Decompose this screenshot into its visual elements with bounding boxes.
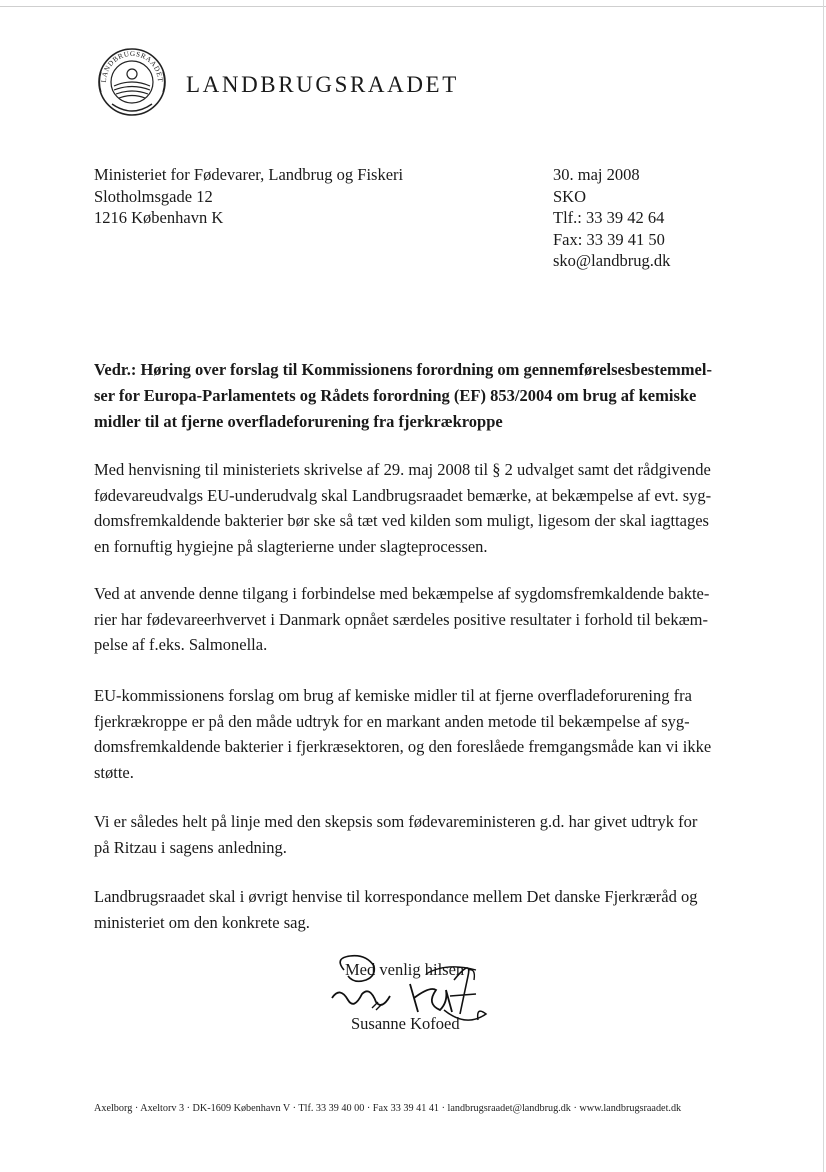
paragraph-line: Landbrugsraadet skal i øvrigt henvise til korrespondance mellem Det danske Fjerkræråd og — [94, 887, 698, 906]
paragraph-line: EU-kommissionens forslag om brug af kemiske midler til at fjerne overfladeforurening fra — [94, 686, 692, 705]
page-top-edge — [0, 6, 826, 7]
sender-fax: Fax: 33 39 41 50 — [553, 229, 665, 249]
closing-greeting: Med venlig hilsen — [345, 960, 465, 979]
subject-line: Vedr.: Høring over forslag til Kommissionens forordning om gennemførelsesbestemmel- — [94, 360, 712, 379]
body-paragraph-5 — [94, 884, 734, 935]
body-paragraph-3 — [94, 683, 734, 785]
letter-meta — [553, 164, 670, 272]
subject-heading — [94, 357, 734, 435]
paragraph-line: Med henvisning til ministeriets skrivelse af 29. maj 2008 til § 2 udvalget samt det rådgivende — [94, 460, 711, 479]
svg-text:LANDBRUGSRAADET — [100, 50, 164, 83]
paragraph-line: en fornuftig hygiejne på slagterierne under slagteprocessen. — [94, 536, 488, 556]
paragraph-line: pelse af f.eks. Salmonella. — [94, 635, 268, 654]
organization-name: LANDBRUGSRAADET — [186, 72, 459, 97]
footer-contact: Axelborg · Axeltorv 3 · DK-1609 København V · Tlf. 33 39 40 00 · Fax 33 39 41 41 · landbrugsraadet@landbrug.dk · www.landbrugsraadet.dk — [94, 1103, 682, 1114]
paragraph-line: ministeriet om den konkrete sag. — [94, 912, 310, 932]
paragraph-line: på Ritzau i sagens anledning. — [94, 837, 287, 857]
page-right-edge — [823, 0, 824, 1172]
subject-line: ser for Europa-Parlamentets og Rådets forordning (EF) 853/2004 om brug af kemiske — [94, 386, 697, 405]
body-paragraph-2 — [94, 581, 734, 658]
paragraph-line: domsfremkaldende bakterier bør ske så tæt ved kilden som muligt, ligesom der skal iagttages — [94, 511, 709, 530]
paragraph-line: fødevareudvalgs EU-underudvalg skal Landbrugsraadet bemærke, at bekæmpelse af evt. syg- — [94, 485, 712, 505]
sender-initials: SKO — [553, 186, 587, 206]
recipient-line: 1216 København K — [94, 208, 224, 227]
sender-email: sko@landbrug.dk — [553, 251, 671, 270]
landbrugsraadet-logo-icon — [96, 42, 168, 122]
letter-date: 30. maj 2008 — [553, 165, 640, 184]
recipient-address — [94, 164, 403, 229]
recipient-line: Slotholmsgade 12 — [94, 186, 213, 206]
paragraph-line: Vi er således helt på linje med den skepsis som fødevareministeren g.d. har givet udtryk for — [94, 812, 698, 831]
logo-arc-text: LANDBRUGSRAADET — [99, 49, 165, 83]
body-paragraph-1 — [94, 457, 734, 559]
subject-line: midler til at fjerne overfladeforurening fra fjerkrækroppe — [94, 412, 503, 431]
paragraph-line: fjerkrækroppe er på den måde udtryk for en markant anden metode til bekæmpelse af syg- — [94, 711, 690, 731]
sender-phone: Tlf.: 33 39 42 64 — [553, 208, 665, 227]
paragraph-line: domsfremkaldende bakterier i fjerkræsektoren, og den foreslåede fremgangsmåde kan vi ikke — [94, 737, 712, 756]
signer-name: Susanne Kofoed — [351, 1014, 460, 1033]
recipient-line: Ministeriet for Fødevarer, Landbrug og Fiskeri — [94, 165, 404, 184]
body-paragraph-4 — [94, 809, 734, 860]
paragraph-line: Ved at anvende denne tilgang i forbindelse med bekæmpelse af sygdomsfremkaldende bakte- — [94, 584, 710, 603]
paragraph-line: støtte. — [94, 762, 134, 782]
paragraph-line: rier har fødevareerhvervet i Danmark opnået særdeles positive resultater i forhold til bekæm- — [94, 609, 708, 629]
